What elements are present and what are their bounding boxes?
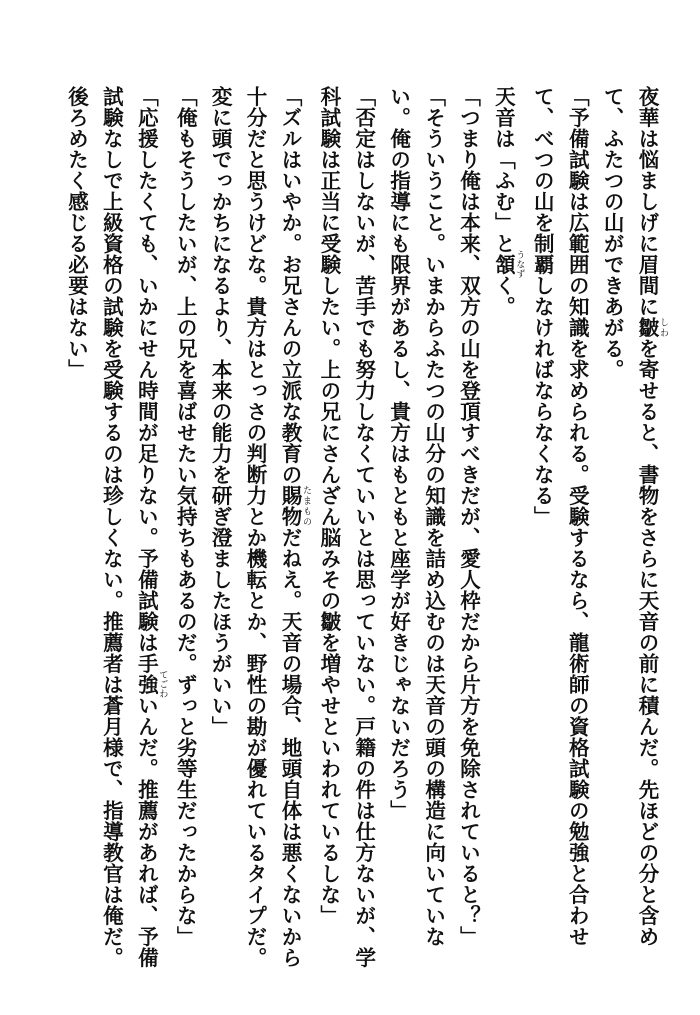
vertical-text-body: [18, 86, 668, 986]
text-line-12: 十分だと思うけどな。貴方はとっさの判断力とか機転とか、野性の勘が優れているタイプだ。: [243, 86, 268, 968]
text-line-6: 「つまり俺は本来、双方の山を登頂すべきだが、愛人枠だから片方を免除されていると？」: [456, 86, 481, 947]
text-line-3: 「予備試験は広範囲の知識を求められる。受験するなら、龍術師の資格試験の勉強と合わせ: [565, 86, 590, 947]
text-line-10: 科試験は正当に受験したい。上の兄にさんざん脳みその皺を増やせといわれているしな」: [316, 86, 341, 926]
text-line-9: 「否定はしないが、苦手でも努力しなくていいとは思っていない。戸籍の件は仕方ないが、学: [351, 86, 376, 968]
ruby-tamamono: 賜物 たまもの: [277, 485, 311, 527]
text-line-8: い。俺の指導にも限界があるし、貴方はもともと座学が好きじゃないだろう」: [386, 86, 411, 821]
text-line-13: 変に頭でっかちになるより、本来の能力を研ぎ澄ましたほうがいい」: [208, 86, 233, 737]
text-line-17: 後ろめたく感じる必要はない」: [64, 86, 89, 380]
text-line-5: 天音は「ふむ」と頷 うなずく。: [491, 86, 525, 317]
text-line-15: 「応援したくても、いかにせん時間が足りない。予備試験は手強 てごわいんだ。推薦があれば、予備: [134, 86, 168, 968]
text-line-7: 「そういうこと。いまからふたつの山分の知識を詰め込むのは天音の頭の構造に向いていな: [421, 86, 446, 947]
text-line-2: て、ふたつの山ができあがる。: [600, 86, 625, 380]
text-line-11: 「ズルはいやか。お兄さんの立派な教育の賜物 たまものだねえ。天音の場合、地頭自体は悪くないから: [277, 86, 311, 968]
text-line-14: 「俺もそうしたいが、上の兄を喜ばせたい気持ちもあるのだ。ずっと劣等生だったからな」: [173, 86, 198, 947]
ruby-shiwa: 皺 しわ: [635, 317, 668, 338]
text-line-4: て、べつの山を制覇しなければならなくなる」: [530, 86, 555, 527]
ruby-tegowa: 強 てごわ: [134, 670, 168, 699]
text-line-1: 夜華は悩ましげに眉間に皺 しわを寄せると、書物をさらに天音の前に積んだ。先ほどの分と含め: [635, 86, 668, 947]
ruby-unazu: 頷 うなず: [491, 250, 525, 279]
text-line-16: 試験なしで上級資格の試験を受験するのは珍しくない。推薦者は蒼月様で、指導教官は俺だ。: [99, 86, 124, 968]
